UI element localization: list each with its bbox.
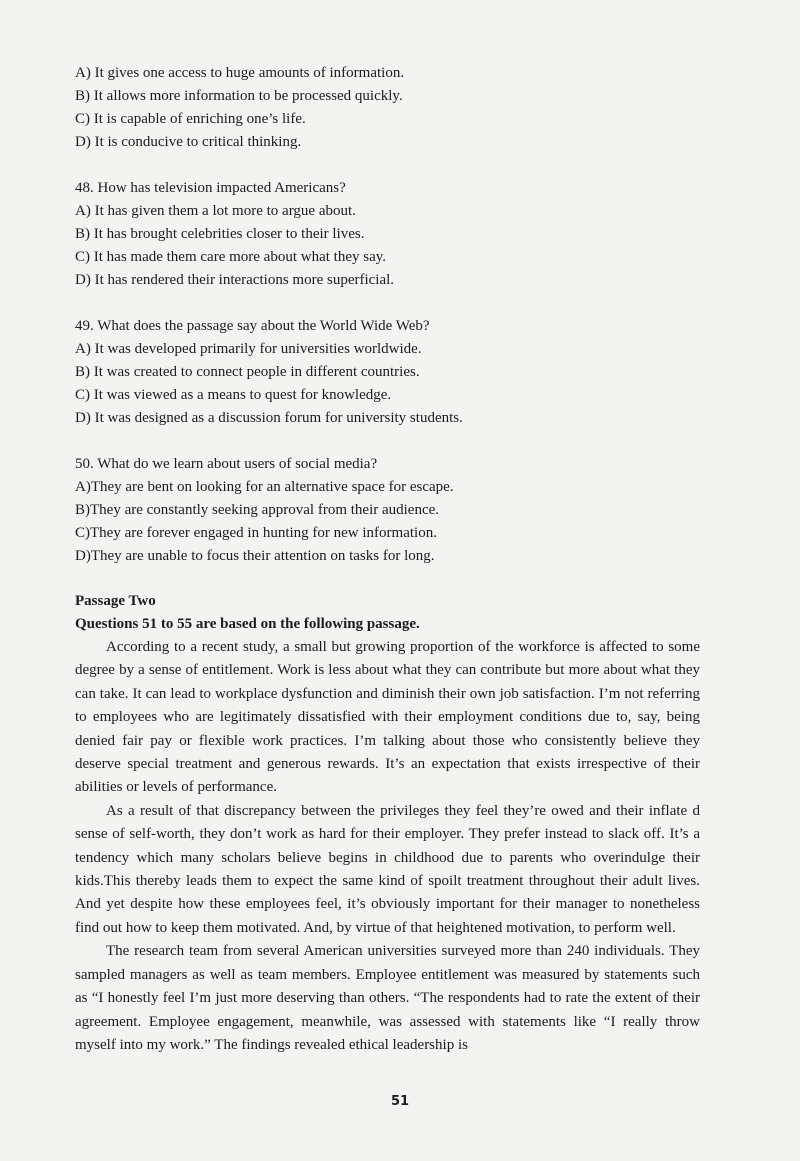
q47-option-d: D) It is conducive to critical thinking. [75,134,302,150]
q47-option-a: A) It gives one access to huge amounts of information. [75,65,405,81]
q48-option-d: D) It has rendered their interactions more superficial. [75,272,395,288]
passage-instruction: Questions 51 to 55 are based on the following passage. [75,616,420,632]
q48-option-c: C) It has made them care more about what they say. [75,249,387,265]
q48-option-b: B) It has brought celebrities closer to their lives. [75,226,365,242]
q50-option-d: D)They are unable to focus their attention on tasks for long. [75,548,435,564]
q47-option-c: C) It is capable of enriching one’s life. [75,111,306,127]
q50-stem: 50. What do we learn about users of social media? [75,456,378,472]
q48-option-a: A) It has given them a lot more to argue about. [75,203,356,219]
q48-stem: 48. How has television impacted Americans? [75,180,346,196]
q50-option-c: C)They are forever engaged in hunting for new information. [75,525,437,541]
q50-option-b: B)They are constantly seeking approval from their audience. [75,502,440,518]
passage-two [75,590,700,1057]
question-50 [75,453,700,568]
q49-option-b: B) It was created to connect people in different countries. [75,364,420,380]
question-48 [75,177,700,292]
passage-title: Passage Two [75,593,156,609]
q49-option-d: D) It was designed as a discussion forum for university students. [75,410,463,426]
question-49 [75,315,700,430]
q47-option-b: B) It allows more information to be processed quickly. [75,88,403,104]
q49-option-a: A) It was developed primarily for universities worldwide. [75,341,422,357]
question-47-options [75,62,700,154]
q49-option-c: C) It was viewed as a means to quest for knowledge. [75,387,392,403]
page-number: 51 [390,1094,410,1109]
passage-paragraph-1: According to a recent study, a small but growing proportion of the workforce is affected to some degree by a sense of entitlement. Work is less about what they can contribute but more about what they can take. It can lead to workplace dysfunction and diminish their own job satisfaction. I’m not referring to employees who are legitimately dissatisfied with their employment conditions due to, say, being denied fair pay or flexible work practices. I’m talking about those who consistently believe they deserve special treatment and generous rewards. It’s an expectation that exists irrespective of their abilities or levels of performance. [75,639,700,796]
q50-option-a: A)They are bent on looking for an alternative space for escape. [75,479,454,495]
passage-paragraph-2: As a result of that discrepancy between the privileges they feel they’re owed and their inflate d sense of self-worth, they don’t work as hard for their employer. They prefer instead to slack off. It’s a tendency which many scholars believe begins in childhood due to parents who overindulge their kids.This thereby leads them to expect the same kind of spoilt treatment throughout their adult lives. And yet despite how these employees feel, it’s obviously important for their manager to nonetheless find out how to keep them motivated. And, by virtue of that heightened motivation, to perform well. [75,802,700,936]
passage-paragraph-3: The research team from several American universities surveyed more than 240 individuals. They sampled managers as well as team members. Employee entitlement was measured by statements such as “I honestly feel I’m just more deserving than others. “The respondents had to rate the extent of their agreement. Employee engagement, meanwhile, was assessed with statements like “I really throw myself into my work.” The findings revealed ethical leadership is [75,943,700,1053]
q49-stem: 49. What does the passage say about the World Wide Web? [75,318,430,334]
